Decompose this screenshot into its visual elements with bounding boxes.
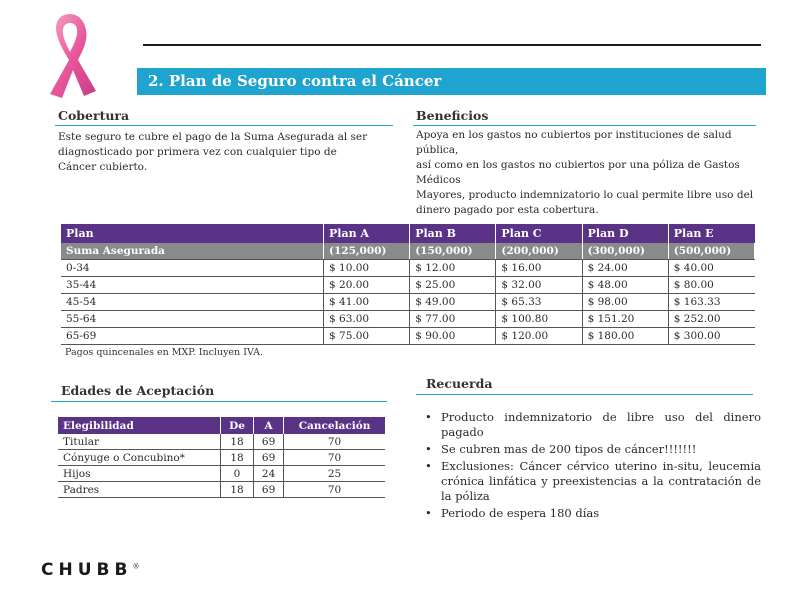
table-cell: (150,000) (410, 243, 496, 260)
column-header: Plan C (496, 224, 582, 243)
table-cell: (300,000) (582, 243, 668, 260)
table-cell: Padres (58, 482, 221, 498)
list-item: • Exclusiones: Cáncer cérvico uterino in-situ, leucemia crónica linfática y preexistencias a la contratación de la póliza (424, 459, 761, 504)
beneficios-line: Mayores, producto indemnizatorio lo cual permite libre uso del (416, 189, 754, 201)
edades-header-row (58, 417, 385, 434)
list-item: • Periodo de espera 180 días (424, 506, 761, 521)
table-cell: $ 151.20 (582, 311, 668, 328)
recuerda-list (424, 410, 761, 523)
beneficios-line: Apoya en los gastos no cubiertos por instituciones de salud pública, (416, 129, 732, 156)
table-cell: $ 252.00 (668, 311, 754, 328)
table-cell: $ 80.00 (668, 277, 754, 294)
table-cell: 45-54 (61, 294, 324, 311)
table-cell: 18 (221, 434, 254, 450)
table-cell: $ 180.00 (582, 328, 668, 345)
table-cell: (200,000) (496, 243, 582, 260)
column-header: Plan (61, 224, 324, 243)
column-header: De (221, 417, 254, 434)
edades-rule (51, 401, 387, 402)
table-cell: Cónyuge o Concubino* (58, 450, 221, 466)
chubb-logo (41, 560, 139, 580)
table-cell: $ 41.00 (324, 294, 410, 311)
table-cell: 24 (254, 466, 284, 482)
table-cell: $ 12.00 (410, 260, 496, 277)
list-item: • Se cubren mas de 200 tipos de cáncer!!!!!!! (424, 442, 761, 457)
pricing-note: Pagos quincenales en MXP. Incluyen IVA. (65, 347, 264, 358)
list-item: • Producto indemnizatorio de libre uso del dinero pagado (424, 410, 761, 440)
table-cell: $ 63.00 (324, 311, 410, 328)
top-divider (143, 44, 761, 46)
table-cell: (125,000) (324, 243, 410, 260)
table-cell: $ 98.00 (582, 294, 668, 311)
cobertura-heading: Cobertura (58, 108, 130, 123)
table-cell: 18 (221, 482, 254, 498)
table-row (58, 482, 385, 498)
table-cell: $ 300.00 (668, 328, 754, 345)
table-cell: $ 48.00 (582, 277, 668, 294)
beneficios-text (416, 128, 761, 218)
section-title-bar (137, 68, 766, 95)
table-cell: 70 (284, 434, 385, 450)
cobertura-line: Cáncer cubierto. (58, 161, 148, 173)
table-cell: $ 75.00 (324, 328, 410, 345)
table-cell: 70 (284, 450, 385, 466)
section-title: 2. Plan de Seguro contra el Cáncer (148, 72, 442, 90)
table-cell: 0-34 (61, 260, 324, 277)
recuerda-rule (416, 394, 753, 395)
cobertura-line: diagnosticado por primera vez con cualquier tipo de (58, 146, 337, 158)
table-cell: 69 (254, 434, 284, 450)
table-row (61, 260, 755, 277)
table-cell: $ 100.80 (496, 311, 582, 328)
column-header: Elegibilidad (58, 417, 221, 434)
pink-ribbon-icon (38, 8, 102, 100)
table-cell: Hijos (58, 466, 221, 482)
table-cell: $ 90.00 (410, 328, 496, 345)
table-row (58, 434, 385, 450)
column-header: Plan D (582, 224, 668, 243)
table-row (58, 450, 385, 466)
beneficios-line: dinero pagado por esta cobertura. (416, 204, 599, 216)
table-cell: $ 25.00 (410, 277, 496, 294)
beneficios-rule (413, 125, 756, 126)
cobertura-text (58, 130, 393, 175)
table-cell: $ 10.00 (324, 260, 410, 277)
edades-table (58, 417, 385, 498)
edades-heading: Edades de Aceptación (61, 383, 215, 398)
column-header: Cancelación (284, 417, 385, 434)
table-cell: $ 32.00 (496, 277, 582, 294)
table-cell: $ 163.33 (668, 294, 754, 311)
table-row (61, 328, 755, 345)
table-cell: $ 16.00 (496, 260, 582, 277)
column-header: Plan B (410, 224, 496, 243)
table-cell: 18 (221, 450, 254, 466)
plan-header-row (61, 224, 755, 243)
table-cell: 35-44 (61, 277, 324, 294)
table-cell: 25 (284, 466, 385, 482)
table-cell: $ 24.00 (582, 260, 668, 277)
table-cell: 65-69 (61, 328, 324, 345)
column-header: A (254, 417, 284, 434)
table-cell: $ 77.00 (410, 311, 496, 328)
beneficios-heading: Beneficios (416, 108, 489, 123)
table-cell: $ 120.00 (496, 328, 582, 345)
column-header: Plan A (324, 224, 410, 243)
table-cell: (500,000) (668, 243, 754, 260)
recuerda-heading: Recuerda (426, 376, 493, 391)
table-row (61, 277, 755, 294)
table-cell: $ 65.33 (496, 294, 582, 311)
beneficios-line: así como en los gastos no cubiertos por una póliza de Gastos Médicos (416, 159, 740, 186)
table-cell: 69 (254, 482, 284, 498)
registered-mark: ® (132, 562, 140, 571)
table-cell: $ 20.00 (324, 277, 410, 294)
table-cell: 69 (254, 450, 284, 466)
suma-asegurada-row (61, 243, 755, 260)
table-cell: 70 (284, 482, 385, 498)
table-cell: $ 40.00 (668, 260, 754, 277)
table-row (61, 311, 755, 328)
plan-pricing-table (61, 224, 755, 345)
table-row (58, 466, 385, 482)
table-row (61, 294, 755, 311)
cobertura-rule (55, 125, 393, 126)
column-header: Plan E (668, 224, 754, 243)
cobertura-line: Este seguro te cubre el pago de la Suma Asegurada al ser (58, 131, 368, 143)
logo-text: CHUBB (41, 560, 133, 580)
table-cell: Titular (58, 434, 221, 450)
table-cell: 55-64 (61, 311, 324, 328)
table-cell: $ 49.00 (410, 294, 496, 311)
table-cell: Suma Asegurada (61, 243, 324, 260)
table-cell: 0 (221, 466, 254, 482)
